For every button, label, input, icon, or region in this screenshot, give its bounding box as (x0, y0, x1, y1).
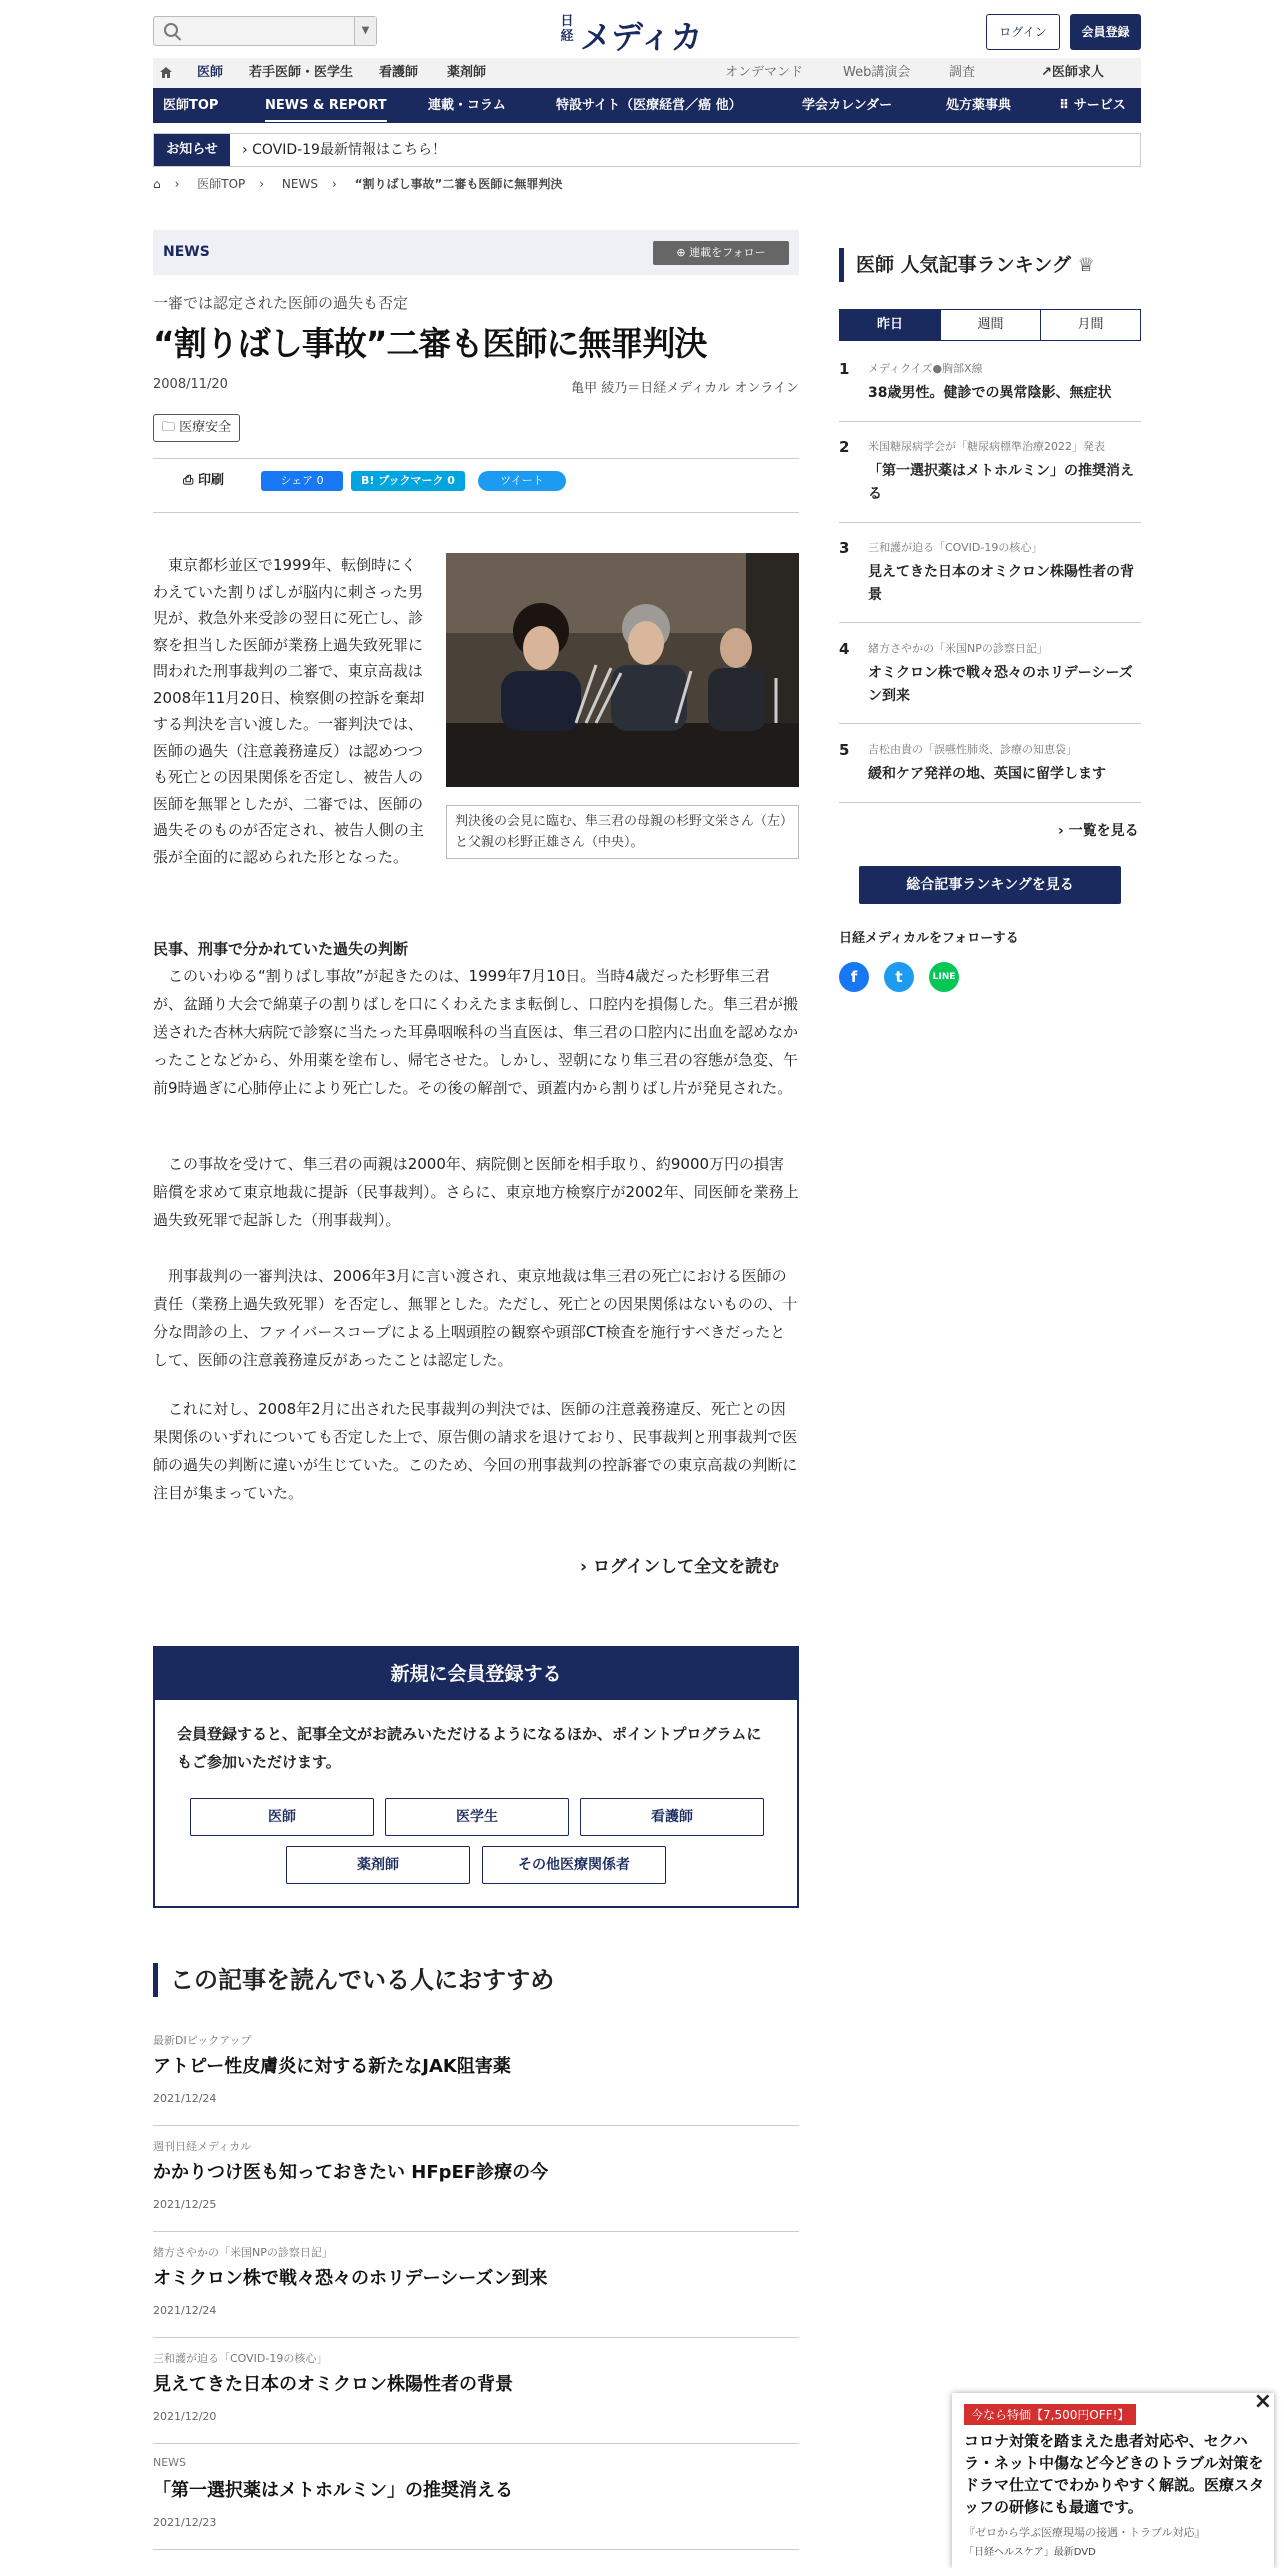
tweet-button[interactable]: ツイート (478, 471, 566, 491)
recommend-date: 2021/12/25 (153, 2198, 217, 2211)
register-box-title: 新規に会員登録する (155, 1648, 797, 1700)
recommend-date: 2021/12/23 (153, 2516, 217, 2529)
breadcrumb-item[interactable]: NEWS (281, 177, 318, 191)
ad-badge: 今なら特価【7,500円OFF!】 (964, 2404, 1136, 2425)
register-pharmacist-button[interactable]: 薬剤師 (286, 1846, 470, 1884)
breadcrumb-item[interactable]: 医師TOP (197, 177, 246, 191)
recommend-date: 2021/12/24 (153, 2304, 217, 2317)
close-icon[interactable]: × (1253, 2393, 1272, 2414)
nav-item-ondemand[interactable]: オンデマンド (725, 65, 804, 80)
ranking-item[interactable] (839, 640, 1141, 724)
follow-label: 日経メディカルをフォローする (839, 931, 1019, 946)
ranking-item[interactable] (839, 539, 1141, 623)
section-bar (153, 230, 799, 275)
rank-headline[interactable]: 緩和ケア発祥の地、英国に留学します (868, 766, 1106, 782)
logo-small: 日経 (560, 14, 574, 44)
login-button[interactable]: ログイン (986, 14, 1060, 50)
rank-category: 吉松由貴の「誤嚥性肺炎、診療の知恵袋」 (868, 743, 1077, 756)
divider (153, 512, 799, 513)
chevron-right-icon: › (1058, 823, 1069, 839)
total-ranking-button[interactable]: 総合記事ランキングを見る (859, 866, 1121, 904)
nav-item-young[interactable]: 若手医師・医学生 (249, 65, 354, 80)
recommend-category: 週刊日経メディカル (153, 2140, 252, 2153)
nav2-item-news[interactable]: NEWS & REPORT (265, 91, 387, 122)
print-button[interactable]: ⎙ 印刷 (183, 473, 224, 488)
rank-headline[interactable]: 「第一選択薬はメトホルミン」の推奨消える (868, 463, 1134, 502)
ad-source: 「日経ヘルスケア」最新DVD (964, 2547, 1096, 2558)
logo-main: メディカ (580, 18, 702, 56)
chevron-right-icon: › (242, 142, 253, 158)
chevron-right-icon: › (580, 1557, 593, 1577)
recommend-category: 三和護が迫る「COVID-19の核心」 (153, 2352, 328, 2365)
breadcrumb-current: “割りばし事故”二審も医師に無罪判決 (354, 177, 563, 191)
recommend-headline[interactable]: オミクロン株で戦々恐々のホリデーシーズン到来 (153, 2268, 548, 2289)
chevron-right-icon: › (259, 177, 265, 191)
nav-item-nurse[interactable]: 看護師 (379, 65, 419, 80)
rank-number: 4 (839, 640, 850, 658)
recommend-item[interactable] (153, 2232, 799, 2338)
ranking-more-link[interactable]: › 一覧を見る (1058, 823, 1139, 839)
chevron-right-icon: › (331, 177, 337, 191)
recommend-item[interactable] (153, 2338, 799, 2444)
ad-headline[interactable]: コロナ対策を踏まえた患者対応や、セクハラ・ネット中傷など今どきのトラブル対策をドラマ仕立てでわかりやすく解説。医療スタッフの研修にも最適です。 (964, 2432, 1265, 2516)
recommend-item[interactable] (153, 2444, 799, 2550)
rank-category: 三和護が迫る「COVID-19の核心」 (868, 541, 1043, 554)
twitter-icon[interactable]: t (884, 962, 914, 992)
ranking-item[interactable] (839, 360, 1141, 422)
breadcrumb (153, 172, 1141, 196)
secondary-nav (153, 88, 1141, 123)
nav2-item-special[interactable]: 特設サイト（医療経営／癌 他） (556, 98, 742, 113)
ranking-title: 医師 人気記事ランキング ♕ (839, 248, 1141, 282)
register-box (153, 1646, 799, 1908)
chevron-down-icon[interactable]: ▼ (354, 17, 376, 45)
tab-weekly[interactable]: 週間 (940, 310, 1040, 340)
register-nurse-button[interactable]: 看護師 (580, 1798, 764, 1836)
ranking-tabs (839, 309, 1141, 341)
floating-ad[interactable] (952, 2393, 1274, 2568)
external-link-icon: ↗ (1041, 65, 1052, 80)
section-label: NEWS (163, 244, 210, 260)
notice-text[interactable]: › COVID-19最新情報はこちら！ (242, 142, 446, 158)
primary-nav (153, 58, 1141, 88)
topic-tag[interactable]: 🗀 医療安全 (153, 414, 240, 442)
recommend-date: 2021/12/20 (153, 2410, 217, 2423)
recommend-category: NEWS (153, 2456, 187, 2469)
recommend-category: 緒方さやかの「米国NPの診察日記」 (153, 2246, 333, 2259)
tab-yesterday[interactable]: 昨日 (840, 310, 940, 340)
follow-series-button[interactable]: ⊕ 連載をフォロー (653, 241, 789, 265)
rank-category: メディクイズ●胸部X線 (868, 362, 983, 375)
article-photo (446, 553, 799, 787)
nav-item-doctor[interactable]: 医師 (197, 58, 223, 90)
article-paragraph: これに対し、2008年2月に出された民事裁判の判決では、医師の注意義務違反、死亡との因果関係のいずれについても否定した上で、原告側の請求を退けており、民事裁判と刑事裁判で医師の過失の判断に違いが生じていた。このため、今回の刑事裁判の控訴審での東京高裁の判断に注目が集まっていた。 (153, 1400, 798, 1502)
rank-number: 5 (839, 741, 850, 759)
nav-item-job[interactable]: ↗医師求人 (1041, 65, 1104, 80)
home-icon[interactable] (160, 67, 172, 78)
notice-bar[interactable] (153, 133, 1141, 167)
recommend-headline[interactable]: 見えてきた日本のオミクロン株陽性者の背景 (153, 2374, 513, 2395)
recommend-title: この記事を読んでいる人におすすめ (153, 1963, 554, 1997)
recommend-item[interactable] (153, 2126, 799, 2232)
ranking-item[interactable] (839, 741, 1141, 803)
notice-label: お知らせ (154, 134, 230, 166)
register-student-button[interactable]: 医学生 (385, 1798, 569, 1836)
rank-headline[interactable]: 見えてきた日本のオミクロン株陽性者の背景 (868, 564, 1134, 603)
facebook-icon[interactable]: f (839, 962, 869, 992)
press-conference-photo (446, 553, 799, 787)
nav-item-survey[interactable]: 調査 (949, 65, 976, 80)
recommend-headline[interactable]: アトピー性皮膚炎に対する新たなJAK阻害薬 (153, 2056, 511, 2077)
divider (153, 458, 799, 459)
login-read-more-link[interactable]: › ログインして全文を読む (580, 1557, 780, 1577)
rank-number: 1 (839, 360, 850, 378)
register-doctor-button[interactable]: 医師 (190, 1798, 374, 1836)
rank-number: 2 (839, 438, 850, 456)
recommend-category: 最新DIピックアップ (153, 2034, 252, 2047)
rank-category: 緒方さやかの「米国NPの診察日記」 (868, 642, 1048, 655)
folder-icon: 🗀 (162, 420, 180, 435)
nav-item-pharmacist[interactable]: 薬剤師 (447, 65, 487, 80)
nav-item-web-lecture[interactable]: Web講演会 (843, 65, 911, 80)
article-paragraph: 刑事裁判の一審判決は、2006年3月に言い渡され、東京地裁は隼三君の死亡における医師の責任（業務上過失致死罪）を否定し、無罪とした。ただし、死亡との因果関係はないものの、十分な問診の上、ファイバースコープによる上咽頭腔の観察や頭部CT検査を施行すべきだったとして、医師の注意義務違反があったことは認定した。 (153, 1267, 798, 1369)
search-icon (164, 23, 178, 37)
search-box[interactable] (153, 16, 377, 46)
register-other-button[interactable]: その他医療関係者 (482, 1846, 666, 1884)
nav2-item-calendar[interactable]: 学会カレンダー (802, 98, 893, 113)
facebook-share-button[interactable]: シェア 0 (261, 471, 343, 491)
site-header (153, 14, 1141, 56)
article-paragraph: この事故を受けて、隼三君の両親は2000年、病院側と医師を相手取り、約9000万円の損害賠償を求めて東京地裁に提訴（民事裁判）。さらに、東京地方検察庁が2002年、同医師を業務上過失致死罪で起訴した（刑事裁判）。 (153, 1155, 799, 1229)
nav2-item-column[interactable]: 連載・コラム (428, 98, 506, 113)
article-subtitle: 一審では認定された医師の過失も否定 (153, 294, 409, 312)
section-heading: 民事、刑事で分かれていた過失の判断 (153, 940, 409, 958)
ad-product: 『ゼロから学ぶ医療現場の接遇・トラブル対応』 (964, 2526, 1206, 2539)
recommend-headline[interactable]: かかりつけ医も知っておきたい HFpEF診療の今 (153, 2162, 549, 2183)
rank-headline[interactable]: 38歳男性。健診での異常陰影、無症状 (868, 385, 1112, 401)
article-paragraph: このいわゆる“割りばし事故”が起きたのは、1999年7月10日。当時4歳だった杉野隼三君が、盆踊り大会で綿菓子の割りばしを口にくわえたまま転倒し、口腔内を損傷した。隼三君が搬送された杏林大病院で診察に当たった耳鼻咽喉科の当直医は、隼三君の口腔内に出血を認めなかったことなどから、外用薬を塗布し、帰宅させた。しかし、翌朝になり隼三君の容態が急変、午前9時過ぎに心肺停止により死亡した。その後の解剖で、頭蓋内から割りばし片が発見された。 (153, 967, 799, 1097)
hatena-bookmark-button[interactable]: B! ブックマーク 0 (351, 471, 465, 491)
nav2-item-top[interactable]: 医師TOP (163, 98, 219, 113)
photo-caption: 判決後の会見に臨む、隼三君の母親の杉野文栄さん（左）と父親の杉野正雄さん（中央）。 (446, 805, 799, 859)
chevron-right-icon: › (174, 177, 180, 191)
nav2-item-drug[interactable]: 処方薬事典 (946, 98, 1012, 113)
article-date: 2008/11/20 (153, 377, 228, 392)
nav2-item-service[interactable]: ⠿ サービス (1059, 98, 1126, 113)
tab-monthly[interactable]: 月間 (1040, 310, 1140, 340)
recommend-headline[interactable]: 「第一選択薬はメトホルミン」の推奨消える (153, 2480, 513, 2501)
register-box-body: 会員登録すると、記事全文がお読みいただけるようになるほか、ポイントプログラムにもご参加いただけます。 (177, 1725, 762, 1771)
register-button[interactable]: 会員登録 (1070, 14, 1141, 50)
article-author: 亀甲 綾乃＝日経メディカル オンライン (571, 381, 799, 396)
rank-headline[interactable]: オミクロン株で戦々恐々のホリデーシーズン到来 (868, 665, 1133, 704)
recommend-item[interactable] (153, 2020, 799, 2126)
grid-icon: ⠿ (1059, 98, 1074, 113)
article-intro: 東京都杉並区で1999年、転倒時にくわえていた割りばしが脳内に刺さった男児が、救急外来受診の翌日に死亡し、診察を担当した医師が業務上過失致死罪に問われた刑事裁判の二審で、東京高裁は2008年11月20日、検察側の控訴を棄却する判決を言い渡した。一審判決では、医師の過失（注意義務違反）は認めつつも死亡との因果関係を否定し、被告人の医師を無罪としたが、二審では、医師の過失そのものが否定され、被告人側の主張が全面的に認められた形となった。 (153, 556, 425, 866)
ranking-item[interactable] (839, 438, 1141, 523)
home-icon[interactable]: ⌂ (153, 177, 161, 191)
share-bar (153, 470, 799, 492)
article-meta (153, 377, 799, 397)
line-icon[interactable]: LINE (929, 962, 959, 992)
crown-icon: ♕ (1077, 254, 1095, 276)
site-logo[interactable] (558, 12, 728, 56)
article-title: “割りばし事故”二審も医師に無罪判決 (153, 324, 707, 363)
printer-icon: ⎙ (183, 473, 198, 488)
rank-number: 3 (839, 539, 850, 557)
recommend-date: 2021/12/24 (153, 2092, 217, 2105)
rank-category: 米国糖尿病学会が「糖尿病標準治療2022」発表 (868, 440, 1105, 453)
